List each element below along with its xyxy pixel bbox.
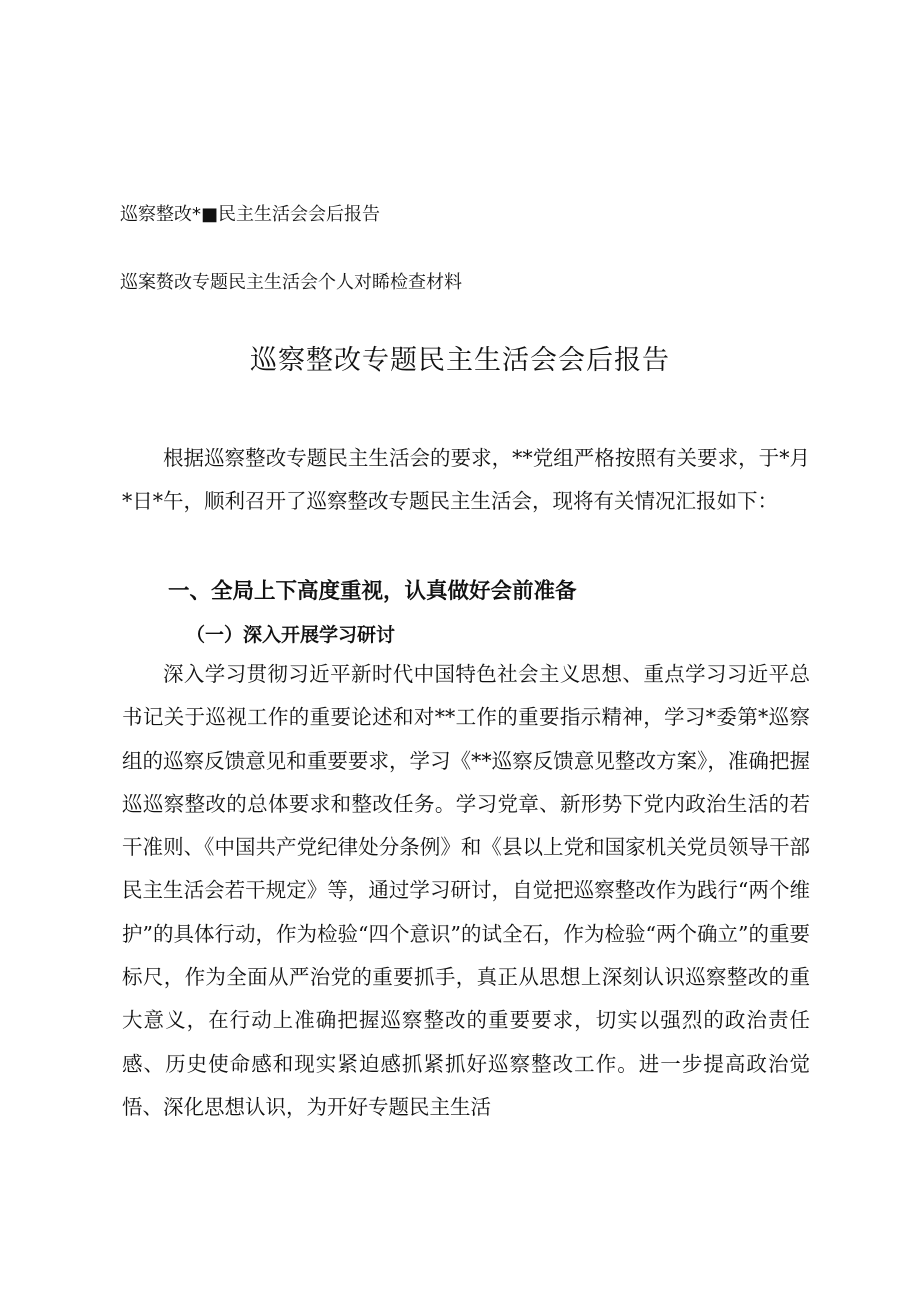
document-title: 巡察整改专题民主生活会会后报告 [250, 345, 670, 376]
intro-paragraph: 根据巡察整改专题民主生活会的要求，**党组严格按照有关要求，于*月*日*午，顺利召开了巡察整改专题民主生活会，现将有关情况汇报如下： [122, 446, 810, 514]
subsection-1-paragraph: 深入学习贯彻习近平新时代中国特色社会主义思想、重点学习习近平总书记关于巡视工作的重要论述和对**工作的重要指示精神，学习*委第*巡察组的巡察反馈意见和重要要求，学习《**巡察反馈意见整改方案》，准确把握巡巡察整改的总体要求和整改任务。学习党章、新形势下党内政治生活的若干准则、《中国共产党纪律处分条例》和《县以上党和国家机关党员领导干部民主生活会若干规定》等，通过学习研讨，自觉把巡察整改作为践行“两个维护”的具体行动，作为检验“四个意识”的试全石，作为检验“两个确立”的重要标尺，作为全面从严治党的重要抓手，真正从思想上深刻认识巡察整改的重大意义，在行动上准确把握巡察整改的重要要求，切实以强烈的政治责任感、历史使命感和现实紧迫感抓紧抓好巡察整改工作。进一步提高政治觉悟、深化思想认识，为开好专题民主生活 [122, 662, 810, 1119]
document-heading-line-2: 巡案赘改专题民主生活会个人对睎检查材料 [120, 272, 462, 293]
subsection-1-heading: （一）深入开展学习研讨 [186, 624, 396, 646]
section-1-heading: 一、全局上下高度重视，认真做好会前准备 [168, 579, 577, 604]
document-heading-line-1: 巡察整改*■民主生活会会后报告 [120, 204, 381, 225]
